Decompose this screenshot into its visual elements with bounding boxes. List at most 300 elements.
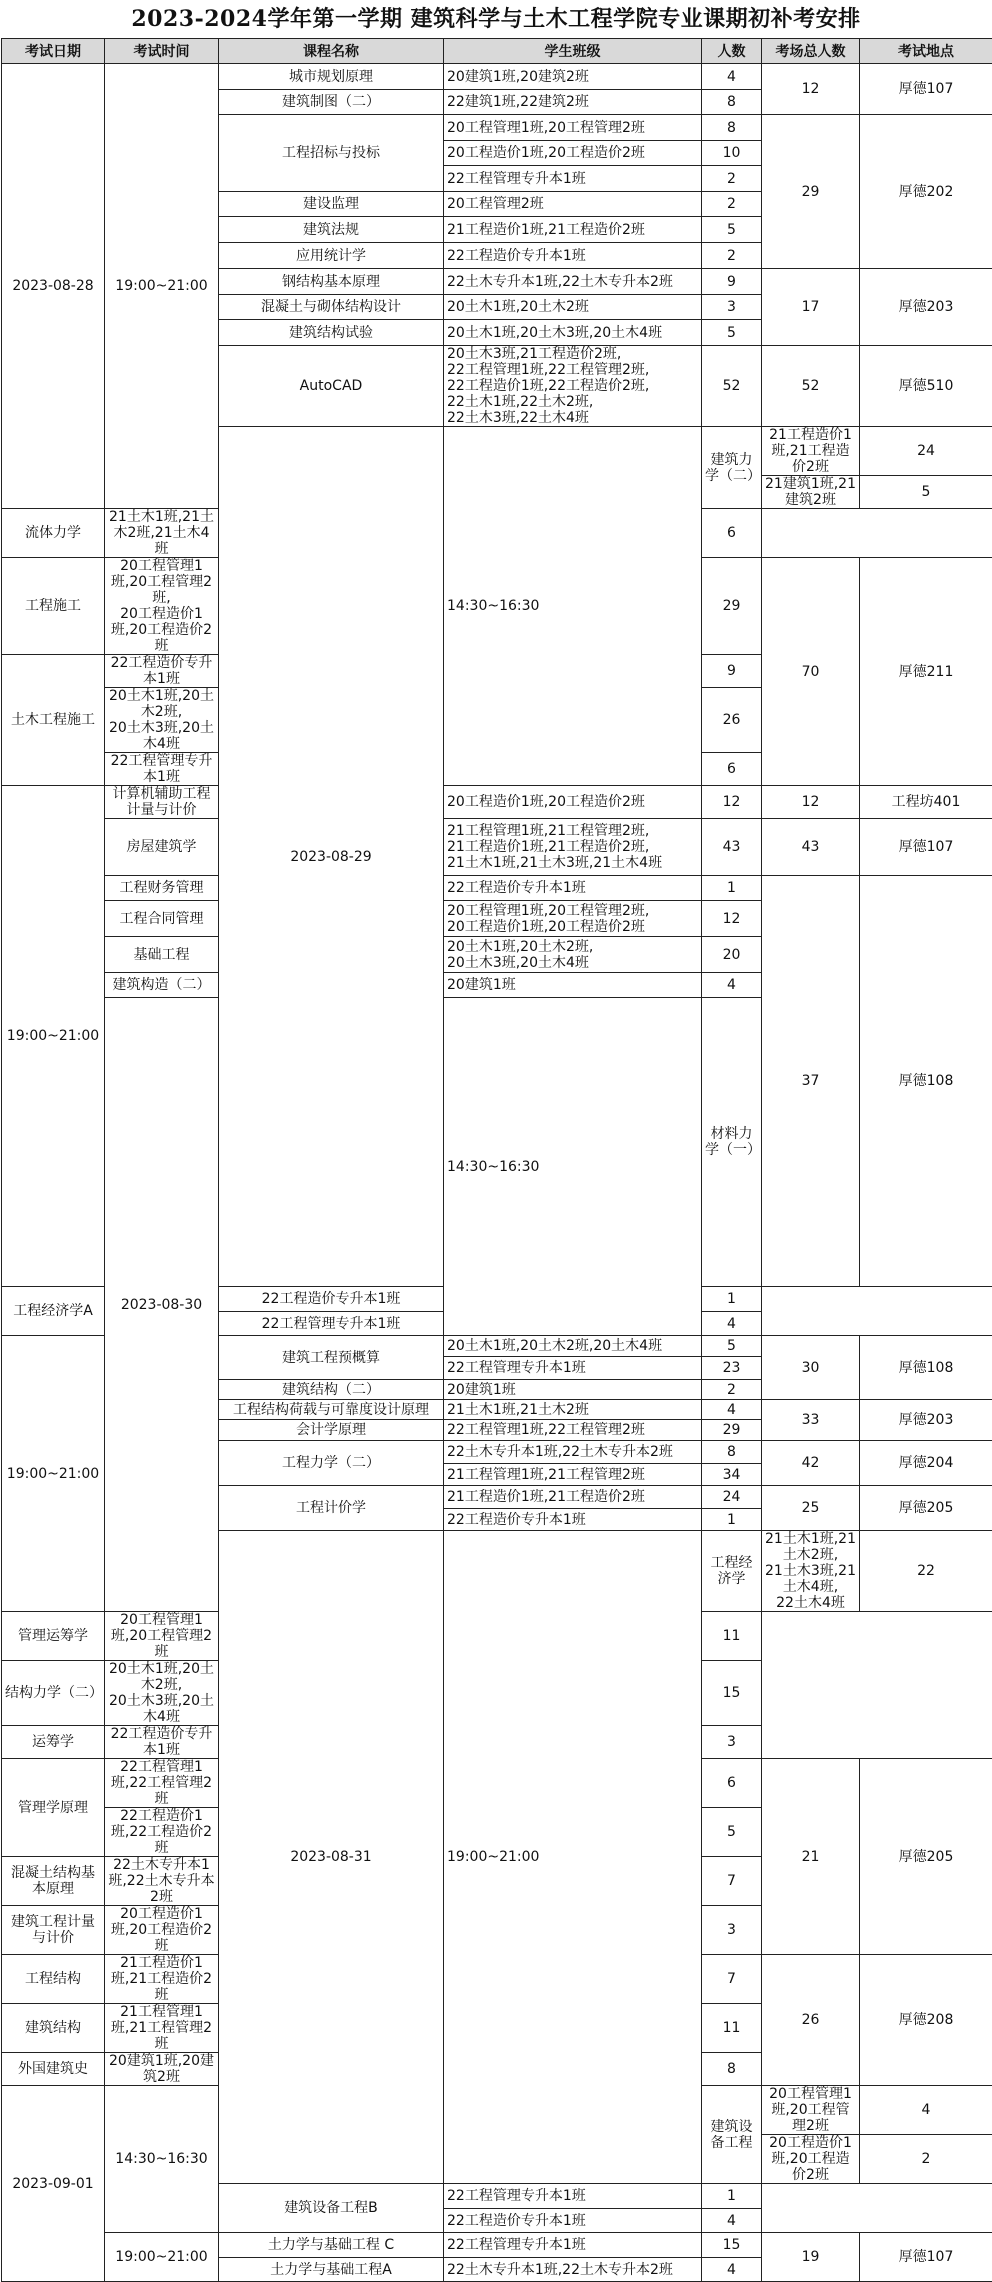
student-count-text: 4 (727, 1402, 736, 1418)
room-total-text: 21工程造价1班,21工程造价2班 (769, 427, 852, 475)
course-name-cell (219, 346, 444, 427)
room-total-cell (762, 1759, 860, 1955)
course-name-text: 建筑法规 (303, 222, 359, 238)
exam-location-text: 厚德205 (899, 1849, 954, 1865)
student-count-cell (702, 2004, 762, 2053)
student-count-cell (702, 1759, 762, 1808)
student-count-text: 43 (723, 839, 741, 855)
exam-location-cell (860, 115, 992, 269)
course-name-cell (219, 1287, 444, 1312)
student-count-text: 20 (723, 947, 741, 963)
room-total-text: 25 (802, 1500, 820, 1516)
student-count-cell (702, 1287, 762, 1312)
room-total-text: 70 (802, 664, 820, 680)
student-count-cell (702, 1312, 762, 1336)
exam-date-text: 管理学原理 (18, 1800, 88, 1816)
exam-time-cell (105, 688, 219, 753)
exam-date-text: 流体力学 (25, 525, 81, 541)
student-count-cell (702, 509, 762, 558)
header-count: 人数 (702, 39, 762, 64)
exam-date-cell (2, 1726, 105, 1759)
student-count-text: 2 (727, 171, 736, 187)
course-name-cell (219, 1380, 444, 1400)
room-total-cell (762, 1441, 860, 1486)
exam-time-text: 20工程管理1班,20工程管理2班 (111, 1612, 212, 1660)
exam-time-text: 工程合同管理 (120, 911, 204, 927)
exam-time-cell (105, 1612, 219, 1661)
table-row (2, 819, 992, 876)
student-class-text: 21工程管理1班,21工程管理2班, (447, 823, 649, 839)
exam-location-text: 厚德203 (899, 1412, 954, 1428)
student-count-cell (702, 295, 762, 320)
exam-location-cell (860, 2135, 992, 2184)
student-class-text: 21工程管理1班,21工程管理2班 (447, 1467, 645, 1483)
student-count-text: 11 (723, 2020, 741, 2036)
student-count-cell (702, 1400, 762, 1420)
course-name-text: 建设监理 (303, 196, 359, 212)
student-count-cell (702, 320, 762, 346)
student-count-text: 4 (727, 2262, 736, 2278)
student-count-text: 8 (727, 2061, 736, 2077)
student-class-cell (444, 1464, 702, 1486)
room-total-cell (762, 876, 860, 1287)
exam-time-cell (105, 558, 219, 655)
exam-time-text: 20土木1班,20土木2班, (109, 1661, 214, 1693)
exam-time-cell (105, 1955, 219, 2004)
course-name-cell (219, 1336, 444, 1380)
room-total-cell (762, 115, 860, 269)
course-name-cell (219, 217, 444, 243)
student-count-text: 6 (727, 1775, 736, 1791)
course-name-cell (219, 243, 444, 269)
room-total-cell (762, 2233, 860, 2282)
exam-time-cell (105, 1808, 219, 1857)
student-class-cell (444, 2233, 702, 2258)
student-count-text: 9 (727, 663, 736, 679)
student-count-cell (702, 1441, 762, 1464)
room-total-cell (762, 1486, 860, 1531)
student-class-text: 21工程造价1班,21工程造价2班 (447, 222, 645, 238)
exam-location-cell (860, 1955, 992, 2086)
student-count-text: 23 (723, 1360, 741, 1376)
student-class-cell (444, 2184, 702, 2209)
student-count-text: 6 (727, 525, 736, 541)
student-count-text: 7 (727, 1971, 736, 1987)
room-total-text: 22土木4班 (776, 1595, 845, 1611)
exam-location-text: 厚德108 (899, 1073, 954, 1089)
student-count-cell (702, 1357, 762, 1380)
student-count-text: 1 (727, 2188, 736, 2204)
exam-time-text: 20土木1班,20土木2班, (109, 688, 214, 720)
course-name-text: 土力学与基础工程 C (268, 2237, 394, 2253)
student-count-cell (702, 269, 762, 295)
exam-location-cell (860, 786, 992, 819)
course-name-cell (219, 269, 444, 295)
student-count-cell (702, 558, 762, 655)
course-name-cell (219, 2184, 444, 2233)
student-count-cell (702, 1420, 762, 1441)
exam-location-cell (860, 476, 992, 509)
exam-time-cell (105, 937, 219, 973)
course-name-cell (219, 2233, 444, 2258)
exam-location-text: 厚德203 (899, 299, 954, 315)
student-count-cell (702, 901, 762, 937)
exam-location-cell (860, 1759, 992, 1955)
room-total-text: 42 (802, 1455, 820, 1471)
student-count-cell (702, 1808, 762, 1857)
student-class-text: 21工程造价1班,21工程造价2班 (447, 1489, 645, 1505)
student-count-text: 29 (723, 598, 741, 614)
student-class-cell (444, 243, 702, 269)
student-count-text: 52 (723, 378, 741, 394)
exam-date-cell (2, 1955, 105, 2004)
exam-location-text: 厚德107 (899, 839, 954, 855)
student-count-cell (702, 819, 762, 876)
exam-location-text: 厚德211 (899, 664, 954, 680)
room-total-cell (762, 1336, 860, 1400)
exam-time-cell (105, 1857, 219, 1906)
exam-time-text: 22工程造价专升本1班 (111, 1726, 213, 1758)
exam-time-text: 房屋建筑学 (127, 839, 197, 855)
exam-location-cell (860, 1400, 992, 1441)
course-name-text: 22工程造价专升本1班 (262, 1291, 401, 1307)
course-name-cell (219, 1312, 444, 1336)
exam-time-text: 21工程造价1班,21工程造价2班 (111, 1955, 212, 2003)
exam-date-cell (2, 1661, 105, 1726)
exam-time-text: 工程财务管理 (120, 880, 204, 896)
room-total-cell (762, 819, 860, 876)
student-class-text: 22工程造价专升本1班 (447, 880, 586, 896)
header-room-total: 考场总人数 (762, 39, 860, 64)
student-class-cell (444, 427, 702, 786)
exam-date-cell (2, 786, 105, 1287)
exam-time-text: 20土木3班,20土木4班 (109, 1693, 214, 1725)
student-class-text: 20工程管理2班 (447, 196, 544, 212)
header-exam-date: 考试日期 (2, 39, 105, 64)
student-count-cell (702, 2258, 762, 2282)
course-name-cell (219, 1531, 444, 2184)
exam-date-cell (2, 1857, 105, 1906)
student-count-text: 11 (723, 1628, 741, 1644)
student-count-text: 15 (723, 1685, 741, 1701)
exam-time-cell (105, 786, 219, 819)
student-count-cell (702, 1380, 762, 1400)
course-name-text: 混凝土与砌体结构设计 (261, 299, 401, 315)
student-count-cell (702, 1726, 762, 1759)
student-class-text: 20土木3班,20土木4班 (447, 955, 589, 971)
header-course-name: 课程名称 (219, 39, 444, 64)
student-count-text: 29 (723, 1422, 741, 1438)
room-total-text: 33 (802, 1412, 820, 1428)
student-class-text: 22工程管理1班,22工程管理2班 (447, 1422, 645, 1438)
student-class-text: 20土木1班,20土木2班, (447, 939, 593, 955)
student-class-cell (444, 1400, 702, 1420)
exam-location-text: 厚德202 (899, 184, 954, 200)
student-class-text: 22土木3班,22土木4班 (447, 410, 589, 426)
exam-time-cell (105, 876, 219, 901)
student-class-text: 22工程管理专升本1班 (447, 2188, 586, 2204)
student-count-text: 建筑设备工程 (711, 2119, 753, 2151)
room-total-cell (762, 427, 860, 476)
header-row (2, 39, 992, 64)
course-name-text: AutoCAD (300, 378, 363, 394)
exam-time-cell (105, 819, 219, 876)
exam-date-cell (2, 558, 105, 655)
exam-time-text: 计算机辅助工程计量与计价 (113, 786, 211, 818)
student-class-text: 22土木1班,22土木2班, (447, 394, 593, 410)
exam-date-text: 混凝土结构基本原理 (11, 1865, 95, 1897)
room-total-text: 12 (802, 794, 820, 810)
student-count-cell (702, 1612, 762, 1661)
student-class-text: 22工程管理1班,22工程管理2班, (447, 362, 649, 378)
course-name-text: 钢结构基本原理 (282, 274, 380, 290)
student-class-text: 22工程造价1班,22工程造价2班, (447, 378, 649, 394)
exam-time-text: 20工程造价1班,20工程造价2班 (111, 1906, 212, 1954)
student-count-text: 6 (727, 761, 736, 777)
exam-date-cell (2, 509, 105, 558)
student-class-text: 20工程造价1班,20工程造价2班 (447, 145, 645, 161)
room-total-cell (762, 1955, 860, 2086)
exam-location-cell (860, 558, 992, 786)
course-name-cell (219, 295, 444, 320)
student-class-cell (444, 1336, 702, 1357)
student-count-text: 12 (723, 794, 741, 810)
student-count-cell (702, 1857, 762, 1906)
student-count-cell (702, 90, 762, 115)
exam-time-text: 22土木专升本1班,22土木专升本2班 (108, 1857, 214, 1905)
room-total-text: 20工程管理1班,20工程管理2班 (769, 2086, 852, 2134)
exam-location-text: 厚德510 (899, 378, 954, 394)
student-count-cell (702, 2184, 762, 2209)
exam-time-text: 20工程造价1班,20工程造价2班 (111, 606, 212, 654)
student-class-text: 22土木专升本1班,22土木专升本2班 (447, 274, 673, 290)
table-row (2, 876, 992, 901)
student-count-text: 8 (727, 94, 736, 110)
student-class-text: 20土木1班,20土木2班 (447, 299, 589, 315)
exam-time-text: 20建筑1班,20建筑2班 (109, 2053, 214, 2085)
course-name-text: 工程计价学 (296, 1500, 366, 1516)
student-count-text: 4 (727, 1316, 736, 1332)
student-count-text: 26 (723, 712, 741, 728)
exam-time-cell (105, 1661, 219, 1726)
course-name-text: 工程招标与投标 (282, 145, 380, 161)
header-student-class: 学生班级 (444, 39, 702, 64)
course-name-text: 22工程管理专升本1班 (262, 1316, 401, 1332)
course-name-text: 会计学原理 (296, 1422, 366, 1438)
exam-time-cell (105, 1906, 219, 1955)
student-count-cell (702, 753, 762, 786)
student-class-text: 22土木专升本1班,22土木专升本2班 (447, 1444, 673, 1460)
student-count-text: 2 (727, 1382, 736, 1398)
exam-location-cell (860, 346, 992, 427)
student-class-cell (444, 876, 702, 901)
student-class-cell (444, 819, 702, 876)
room-total-text: 37 (802, 1073, 820, 1089)
exam-time-text: 建筑构造（二） (113, 977, 211, 993)
exam-date-text: 2023-09-01 (12, 2176, 93, 2192)
student-class-text: 22工程管理专升本1班 (447, 2237, 586, 2253)
student-count-text: 1 (727, 880, 736, 896)
exam-time-text: 19:00~21:00 (115, 278, 207, 294)
exam-time-cell (105, 1759, 219, 1808)
exam-location-text: 24 (917, 443, 935, 459)
student-class-cell (444, 937, 702, 973)
student-class-text: 21土木1班,21土木2班 (447, 1402, 589, 1418)
exam-time-text: 19:00~21:00 (115, 2249, 207, 2265)
exam-date-cell (2, 1906, 105, 1955)
room-total-text: 21土木3班,21土木4班, (765, 1563, 856, 1595)
course-name-text: 建筑工程预概算 (282, 1350, 380, 1366)
room-total-text: 17 (802, 299, 820, 315)
student-class-text: 20工程管理1班,20工程管理2班, (447, 903, 649, 919)
student-class-text: 14:30~16:30 (447, 598, 539, 614)
exam-location-text: 厚德107 (899, 81, 954, 97)
student-count-text: 24 (723, 1489, 741, 1505)
student-count-cell (702, 115, 762, 141)
room-total-text: 52 (802, 378, 820, 394)
exam-time-cell (105, 973, 219, 998)
exam-time-cell (105, 2004, 219, 2053)
student-class-text: 20建筑1班 (447, 1382, 516, 1398)
student-count-cell (702, 1486, 762, 1509)
room-total-text: 21 (802, 1849, 820, 1865)
student-count-cell (702, 1464, 762, 1486)
exam-location-cell (860, 819, 992, 876)
schedule-body (2, 64, 992, 2282)
room-total-text: 43 (802, 839, 820, 855)
room-total-text: 20工程造价1班,20工程造价2班 (769, 2135, 852, 2183)
student-class-text: 20土木3班,21工程造价2班, (447, 346, 621, 362)
room-total-text: 21土木1班,21土木2班, (765, 1531, 856, 1563)
student-class-text: 20工程造价1班,20工程造价2班 (447, 919, 645, 935)
student-count-text: 建筑力学（二） (705, 452, 761, 484)
exam-date-text: 外国建筑史 (18, 2061, 88, 2077)
student-count-cell (702, 64, 762, 90)
student-count-text: 4 (727, 2213, 736, 2229)
exam-location-text: 4 (922, 2102, 931, 2118)
student-class-cell (444, 901, 702, 937)
student-count-cell (702, 1661, 762, 1726)
student-count-cell (702, 1906, 762, 1955)
student-count-cell (702, 192, 762, 217)
exam-time-text: 21土木1班,21土木2班,21土木4班 (109, 509, 214, 557)
student-class-cell (444, 786, 702, 819)
student-class-text: 20土木1班,20土木3班,20土木4班 (447, 325, 662, 341)
course-name-text: 土力学与基础工程A (270, 2262, 392, 2278)
student-class-cell (444, 2258, 702, 2282)
exam-time-cell (105, 2053, 219, 2086)
student-count-cell (702, 2053, 762, 2086)
student-count-text: 8 (727, 1444, 736, 1460)
exam-time-text: 20土木3班,20土木4班 (109, 720, 214, 752)
exam-time-text: 22工程管理1班,22工程管理2班 (111, 1759, 212, 1807)
student-count-text: 4 (727, 977, 736, 993)
exam-date-cell (2, 1612, 105, 1661)
exam-time-cell (105, 753, 219, 786)
student-count-cell (702, 998, 762, 1287)
exam-date-text: 2023-08-28 (12, 278, 93, 294)
student-count-text: 5 (727, 1338, 736, 1354)
exam-date-cell (2, 2053, 105, 2086)
exam-date-text: 工程施工 (25, 598, 81, 614)
student-class-cell (444, 1509, 702, 1531)
course-name-text: 工程力学（二） (282, 1455, 380, 1471)
student-count-text: 3 (727, 299, 736, 315)
exam-location-cell (860, 427, 992, 476)
student-class-text: 19:00~21:00 (447, 1849, 539, 1865)
student-count-cell (702, 973, 762, 998)
student-count-cell (702, 1955, 762, 2004)
student-class-text: 20工程管理1班,20工程管理2班 (447, 120, 645, 136)
student-class-cell (444, 115, 702, 141)
student-count-cell (702, 786, 762, 819)
room-total-cell (762, 2086, 860, 2135)
student-count-text: 7 (727, 1873, 736, 1889)
student-count-cell (702, 1336, 762, 1357)
student-class-cell (444, 166, 702, 192)
exam-location-text: 工程坊401 (892, 794, 961, 810)
student-count-text: 15 (723, 2237, 741, 2253)
exam-location-cell (860, 1336, 992, 1400)
exam-location-cell (860, 1531, 992, 1612)
student-class-cell (444, 346, 702, 427)
student-class-cell (444, 1420, 702, 1441)
course-name-cell (219, 2258, 444, 2282)
exam-time-text: 22工程造价1班,22工程造价2班 (111, 1808, 212, 1856)
exam-location-cell (860, 2233, 992, 2282)
student-count-text: 5 (727, 325, 736, 341)
exam-time-cell (105, 998, 219, 1612)
exam-time-text: 22工程造价专升本1班 (111, 655, 213, 687)
exam-time-cell (105, 901, 219, 937)
student-class-text: 22工程造价专升本1班 (447, 248, 586, 264)
student-count-text: 工程经济学 (711, 1555, 753, 1587)
exam-location-cell (860, 2086, 992, 2135)
exam-date-cell (2, 1759, 105, 1857)
exam-location-text: 厚德208 (899, 2012, 954, 2028)
course-name-text: 工程结构荷载与可靠度设计原理 (233, 1402, 429, 1418)
exam-date-text: 19:00~21:00 (7, 1466, 99, 1482)
student-class-text: 20建筑1班 (447, 977, 516, 993)
exam-date-cell (2, 64, 105, 509)
course-name-text: 2023-08-31 (290, 1849, 371, 1865)
room-total-text: 12 (802, 81, 820, 97)
student-class-text: 21土木1班,21土木3班,21土木4班 (447, 855, 662, 871)
exam-date-text: 建筑工程计量与计价 (11, 1914, 95, 1946)
student-class-text: 22工程管理专升本1班 (447, 171, 586, 187)
course-name-cell (219, 90, 444, 115)
student-count-cell (702, 2209, 762, 2233)
student-count-cell (702, 2233, 762, 2258)
room-total-cell (762, 1531, 860, 1612)
exam-date-cell (2, 1287, 105, 1336)
exam-time-cell (105, 655, 219, 688)
student-class-cell (444, 1380, 702, 1400)
exam-time-text: 21工程管理1班,21工程管理2班 (111, 2004, 212, 2052)
room-total-text: 21建筑1班,21建筑2班 (765, 476, 856, 508)
student-count-text: 12 (723, 911, 741, 927)
student-class-text: 22工程造价专升本1班 (447, 2213, 586, 2229)
header-location: 考试地点 (860, 39, 992, 64)
room-total-cell (762, 269, 860, 346)
student-class-cell (444, 973, 702, 998)
course-name-cell (219, 192, 444, 217)
course-name-cell (219, 320, 444, 346)
student-class-text: 20土木1班,20土木2班,20土木4班 (447, 1338, 662, 1354)
student-class-text: 22土木专升本1班,22土木专升本2班 (447, 2262, 673, 2278)
course-name-cell (219, 1400, 444, 1420)
exam-time-cell (105, 2233, 219, 2282)
